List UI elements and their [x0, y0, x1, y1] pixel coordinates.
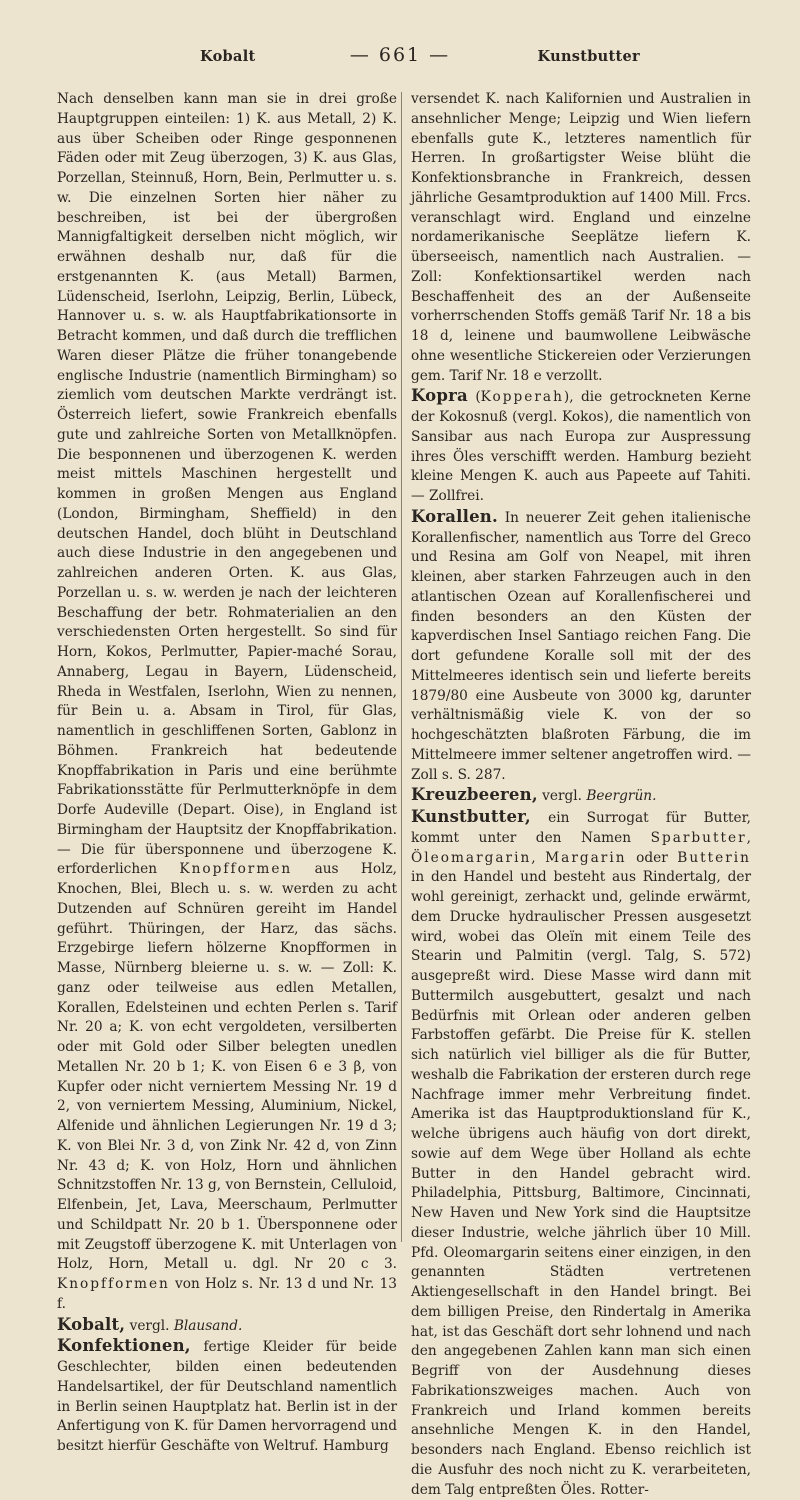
page-number: — 661 —	[349, 44, 451, 66]
knopf-text-1: Nach denselben kann man sie in drei große Hauptgruppen einteilen: 1) K. aus Metall, 2) K. aus über Scheiben oder Ringe gesponnenen Fäden oder mit Zeug überzogen, 3) K. aus Glas, Porzellan, Steinnuß, Horn, Bein, Perlmutter u. s. w. Die einzelnen Sorten hier näher zu beschreiben, ist bei der übergroßen Mannigfaltigkeit derselben nicht möglich, wir erwähnen deshalb nur, daß für die erstgenannten K. (aus Metall) Barmen, Lüdenscheid, Iserlohn, Leipzig, Berlin, Lübeck, Hannover u. s. w. als Hauptfabrikationsorte in Betracht kommen, und daß durch die trefflichen Waren dieser Plätze die früher tonangebende englische Industrie (namentlich Birmingham) so ziemlich vom deutschen Markte verdrängt ist. Österreich liefert, sowie Frankreich ebenfalls gute und zahlreiche Sorten von Metallknöpfen. Die besponnenen und überzogenen K. werden meist mittels Maschinen hergestellt und kommen in großen Mengen aus England (London, Birmingham, Sheffield) in den deutschen Handel, doch blüht in Deutschland auch diese Industrie in den angegebenen und zahlreichen anderen Orten. K. aus Glas, Porzellan u. s. w. werden je nach der leichteren Beschaffung der betr. Rohmaterialien an den verschiedensten Orten hergestellt. So sind für Horn, Kokos, Perlmutter, Papier-maché Sorau, Annaberg, Legau in Bayern, Lüdenscheid, Rheda in Westfalen, Iserlohn, Wien zu nennen, für Bein u. a. Absam in Tirol, für Glas, namentlich in geschliffenen Sorten, Gablonz in Böhmen. Frankreich hat bedeutende Knopffabrikation in Paris und eine berühmte Fabrikationsstätte für Perlmutterknöpfe in dem Dorfe Audeville (Depart. Oise), in England ist Birmingham der Hauptsitz der Knopffabrikation. — Die für übersponnene und überzogene K. erforderlichen	[57, 91, 397, 878]
entry-kopra-keyword: Kopra	[411, 386, 468, 406]
entry-kobalt	[57, 1315, 397, 1337]
knopf-text-3: von Holz s. Nr. 13 d und Nr. 13 f.	[57, 1276, 397, 1312]
entry-kopra-text: ), die getrockneten Kerne der Kokosnuß (vergl. Kokos), die namentlich von Sansibar aus nach Europa zur Auspressung ihres Öles verschifft werden. Hamburg bezieht kleine Mengen K. auch aus Papeete auf Tahiti. — Zollfrei.	[411, 389, 751, 504]
knopf-spaced-term-2: Knopfformen	[57, 1276, 170, 1292]
entry-kunstbutter-spaced-1: Sparbutter	[650, 829, 747, 846]
entry-kunstbutter-spaced-3: Margarin	[545, 849, 627, 866]
right-column	[411, 90, 751, 1500]
entry-kunstbutter	[411, 807, 751, 1500]
entry-konfektionen	[57, 1336, 397, 1457]
entry-kobalt-text: vergl.	[125, 1317, 174, 1334]
entry-kreuzbeeren-ref: Beergrün.	[586, 788, 657, 805]
konfektionen-continued: versendet K. nach Kalifornien und Australien in ansehnlicher Menge; Leipzig und Wien liefern ebenfalls gute K., letzteres namentlich für Herren. In großartigster Weise blüht die Konfektionsbranche in Frankreich, dessen jährliche Gesamtproduktion auf 1400 Mill. Frcs. veranschlagt wird. England und einzelne nordamerikanische Seeplätze liefern K. überseeisch, namentlich nach Australien. — Zoll: Konfektionsartikel werden nach Beschaffenheit des an der Außenseite vorherrschenden Stoffs gemäß Tarif Nr. 18 a bis 18 d, leinene und baumwollene Leibwäsche ohne wesentliche Stickereien oder Verzierungen gem. Tarif Nr. 18 e verzollt.	[411, 91, 751, 384]
knopf-text-2: aus Holz, Knochen, Blei, Blech u. s. w. werden zu acht Dutzenden auf Schnüren gereiht im Handel geführt. Thüringen, der Harz, das sächs. Erzgebirge liefern hölzerne Knopfformen in Masse, Nürnberg bleierne u. s. w. — Zoll: K. ganz oder teilweise aus edlen Metallen, Korallen, Edelsteinen und echten Perlen s. Tarif Nr. 20 a; K. von echt vergoldeten, versilberten oder mit Gold oder Silber belegten unedlen Metallen Nr. 20 b 1; K. von Eisen 6 e 3 β, von Kupfer oder nicht verniertem Messing Nr. 19 d 2, von verniertem Messing, Aluminium, Nickel, Alfenide und ähnlichen Legierungen Nr. 19 d 3; K. von Blei Nr. 3 d, von Zink Nr. 42 d, von Zinn Nr. 43 d; K. von Holz, Horn und ähnlichen Schnitzstoffen Nr. 13 g, von Bernstein, Celluloid, Elfenbein, Jet, Lava, Meerschaum, Perlmutter und Schildpatt Nr. 20 b 1. Übersponnene oder mit Zeugstoff überzogene K. mit Unterlagen von Holz, Horn, Metall u. dgl. Nr 20 c 3.	[57, 861, 398, 1273]
entry-kunstbutter-spaced-2: Öleomargarin	[411, 849, 532, 866]
entry-kunstbutter-text-c: ,	[531, 849, 546, 866]
entry-konfektionen-text: fertige Kleider für beide Geschlechter, bilden einen bedeutenden Handelsartikel, der für Deutschland namentlich in Berlin seinen Hauptplatz hat. Berlin ist in der Anfertigung von K. für Damen hervorragend und besitzt hierfür Geschäfte von Weltruf. Hamburg	[57, 1339, 397, 1454]
header-left-keyword: Kobalt	[200, 48, 256, 65]
knopf-spaced-term-1: Knopfformen	[179, 861, 293, 878]
entry-kunstbutter-spaced-4: Butterin	[677, 849, 751, 866]
entry-korallen-keyword: Korallen.	[411, 506, 498, 526]
entry-kunstbutter-text-e: in den Handel und besteht aus Rindertalg, der wohl gereinigt, zerhackt und, gelinde erwärmt, dem Drucke hydraulischer Pressen ausgesetzt wird, wobei das Oleïn mit einem Teile des Stearin und Palmitin (vergl. Talg, S. 572) ausgepreßt wird. Diese Masse wird dann mit Buttermilch ausgebuttert, gesalzt und nach Bedürfnis mit Orlean oder anderen gelben Farbstoffen gefärbt. Die Preise für K. stellen sich natürlich viel billiger als die für Butter, weshalb die Fabrikation der ersteren durch rege Nachfrage immer mehr Verbreitung findet. Amerika ist das Hauptproduktionsland für K., welche übrigens auch häufig von dort direkt, sowie auf dem Wege über Holland als echte Butter in den Handel gebracht wird. Philadelphia, Pittsburg, Baltimore, Cincinnati, New Haven und New York sind die Hauptsitze dieser Industrie, welche jährlich über 10 Mill. Pfd. Oleomargarin seitens einer einzigen, in den genannten Städten vertretenen Aktiengesellschaft in den Handel bringt. Bei dem billigen Preise, den Rindertalg in Amerika hat, ist das Geschäft dort sehr lohnend und nach den angegebenen Zahlen kann man sich einen Begriff von der Ausdehnung dieses Fabrikationszweiges machen. Auch von Frankreich und Irland kommen bereits ansehnliche Mengen K. in den Handel, besonders nach England. Ebenso reichlich ist die Ausfuhr des noch nicht zu K. verarbeiteten, dem Talg entpreßten Öles. Rotter-	[411, 869, 751, 1498]
left-column	[57, 90, 397, 1457]
entry-kobalt-ref: Blausand.	[173, 1317, 243, 1334]
entry-kunstbutter-text-b: ,	[746, 829, 751, 846]
entry-kunstbutter-text-d: oder	[626, 849, 678, 866]
entry-korallen-text: In neuerer Zeit gehen italienische Korallenfischer, namentlich aus Torre del Greco und Resina am Golf von Neapel, mit ihren kleinen, aber starken Fahrzeugen auch in den atlantischen Ozean auf Korallenfischerei und finden besonders an den Küsten der kapverdischen Insel Santiago reichen Fang. Die dort gefundene Koralle soll mit der des Mittelmeeres identisch sein und lieferte bereits 1879/80 eine Ausbeute von 3000 kg, darunter verhältnismäßig viele K. von der so hochgeschätzten blaßroten Färbung, die im Mittelmeere immer seltener angetroffen wird. — Zoll s. S. 287.	[411, 509, 751, 783]
header-right-keyword: Kunstbutter	[537, 48, 640, 65]
entry-kreuzbeeren	[411, 785, 751, 807]
running-header	[60, 44, 740, 74]
entry-kopra-spaced: Kopperah	[480, 389, 564, 406]
entry-kopra-paren: (	[467, 389, 481, 406]
entry-kobalt-keyword: Kobalt,	[57, 1314, 126, 1334]
entry-kopra	[411, 386, 751, 507]
entry-kreuzbeeren-keyword: Kreuzbeeren,	[411, 785, 538, 805]
column-divider	[401, 92, 402, 1242]
entry-korallen	[411, 507, 751, 786]
entry-konfektionen-keyword: Konfektionen,	[57, 1336, 191, 1356]
entry-kreuzbeeren-text: vergl.	[537, 788, 587, 805]
entry-kunstbutter-text-a: ein Surrogat für Butter, kommt unter den Namen	[411, 810, 751, 846]
entry-kunstbutter-keyword: Kunstbutter,	[411, 807, 531, 826]
knopf-entry-paragraph	[57, 90, 397, 1315]
